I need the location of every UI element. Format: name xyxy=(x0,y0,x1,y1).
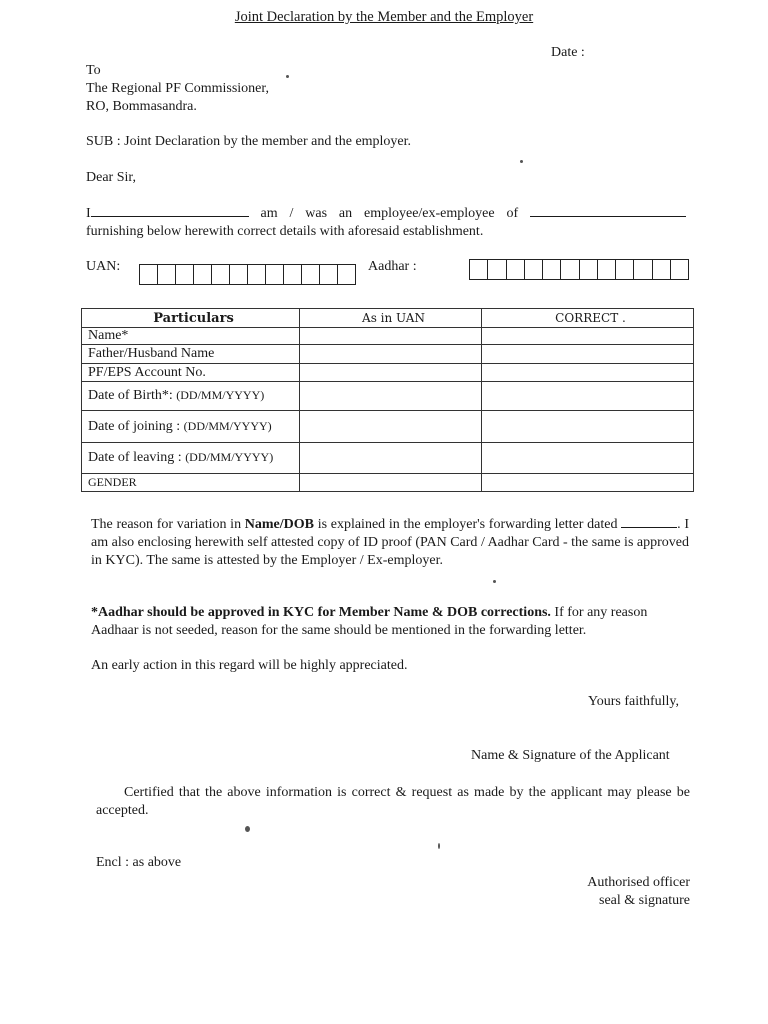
uan-label: UAN: xyxy=(86,259,121,274)
table-row xyxy=(82,443,694,474)
letter-date-blank[interactable] xyxy=(621,514,677,528)
date-label: Date : xyxy=(551,45,585,60)
correct-cell[interactable] xyxy=(482,364,694,382)
table-header-row xyxy=(82,309,694,328)
member-name-blank[interactable] xyxy=(91,203,249,217)
header-correct: CORRECT . xyxy=(482,309,694,328)
declaration-middle: am / was an employee/ex-employee of xyxy=(260,206,519,221)
as-in-uan-cell[interactable] xyxy=(300,411,482,443)
row-label: Name* xyxy=(82,328,300,345)
row-label: Date of Birth*: (DD/MM/YYYY) xyxy=(82,382,300,411)
scan-speck xyxy=(438,843,440,849)
correct-cell[interactable] xyxy=(482,328,694,345)
table-row xyxy=(82,382,694,411)
as-in-uan-cell[interactable] xyxy=(300,443,482,474)
reason-paragraph: The reason for variation in Name/DOB is explained in the employer's forwarding letter dated . I am also enclosing herewith self attested copy of ID proof (PAN Card / Aadhar Card - the same is approved in KYC). The same is attested by the Employer / Ex-employer. xyxy=(91,514,689,570)
table-row xyxy=(82,328,694,345)
correct-cell[interactable] xyxy=(482,411,694,443)
salutation: Dear Sir, xyxy=(86,170,136,185)
applicant-signature-label: Name & Signature of the Applicant xyxy=(471,748,670,763)
correct-cell[interactable] xyxy=(482,474,694,492)
recipient-address xyxy=(86,62,269,116)
uan-digit-boxes[interactable] xyxy=(139,264,356,285)
declaration-suffix: furnishing below herewith correct details with aforesaid establishment. xyxy=(86,224,484,239)
early-action-text: An early action in this regard will be highly appreciated. xyxy=(91,658,408,673)
aadhar-note-rest: If for any reason Aadhaar is not seeded, reason for the same should be mentioned in the forwarding letter. xyxy=(91,605,648,638)
as-in-uan-cell[interactable] xyxy=(300,364,482,382)
document-title: Joint Declaration by the Member and the Employer xyxy=(234,9,534,25)
enclosure-text: Encl : as above xyxy=(96,855,182,870)
address-line: RO, Bommasandra. xyxy=(86,99,197,114)
authorised-line: seal & signature xyxy=(599,893,690,908)
address-line: To xyxy=(86,63,101,78)
correct-cell[interactable] xyxy=(482,443,694,474)
aadhar-note-bold: *Aadhar should be approved in KYC for Member Name & DOB corrections. xyxy=(91,605,551,620)
scan-speck xyxy=(493,580,496,583)
authorised-line: Authorised officer xyxy=(587,875,690,890)
table-row xyxy=(82,474,694,492)
row-label: Father/Husband Name xyxy=(82,345,300,364)
scan-speck xyxy=(286,75,289,78)
scan-speck xyxy=(520,160,523,163)
declaration-prefix: I xyxy=(86,206,91,221)
table-row xyxy=(82,411,694,443)
table-row xyxy=(82,364,694,382)
as-in-uan-cell[interactable] xyxy=(300,474,482,492)
as-in-uan-cell[interactable] xyxy=(300,382,482,411)
address-line: The Regional PF Commissioner, xyxy=(86,81,269,96)
as-in-uan-cell[interactable] xyxy=(300,328,482,345)
aadhar-note xyxy=(91,604,689,640)
header-particulars: Particulars xyxy=(82,309,300,328)
closing-text: Yours faithfully, xyxy=(588,694,680,709)
row-label: GENDER xyxy=(82,474,300,492)
row-label: PF/EPS Account No. xyxy=(82,364,300,382)
subject-line: SUB : Joint Declaration by the member and the employer. xyxy=(86,134,412,149)
table-row xyxy=(82,345,694,364)
as-in-uan-cell[interactable] xyxy=(300,345,482,364)
correct-cell[interactable] xyxy=(482,345,694,364)
certification-text: Certified that the above information is correct & request as made by the applicant may please be accepted. xyxy=(96,785,690,818)
row-label: Date of leaving : (DD/MM/YYYY) xyxy=(82,443,300,474)
row-label: Date of joining : (DD/MM/YYYY) xyxy=(82,411,300,443)
name-dob-emphasis: Name/DOB xyxy=(244,517,314,532)
correct-cell[interactable] xyxy=(482,382,694,411)
aadhar-digit-boxes[interactable] xyxy=(469,259,689,280)
particulars-table xyxy=(81,308,694,492)
authorised-officer-block xyxy=(560,874,690,910)
scan-speck xyxy=(245,826,250,832)
header-as-in-uan: As in UAN xyxy=(300,309,482,328)
establishment-blank[interactable] xyxy=(530,203,686,217)
declaration-statement xyxy=(86,203,686,241)
aadhar-label: Aadhar : xyxy=(368,259,417,274)
